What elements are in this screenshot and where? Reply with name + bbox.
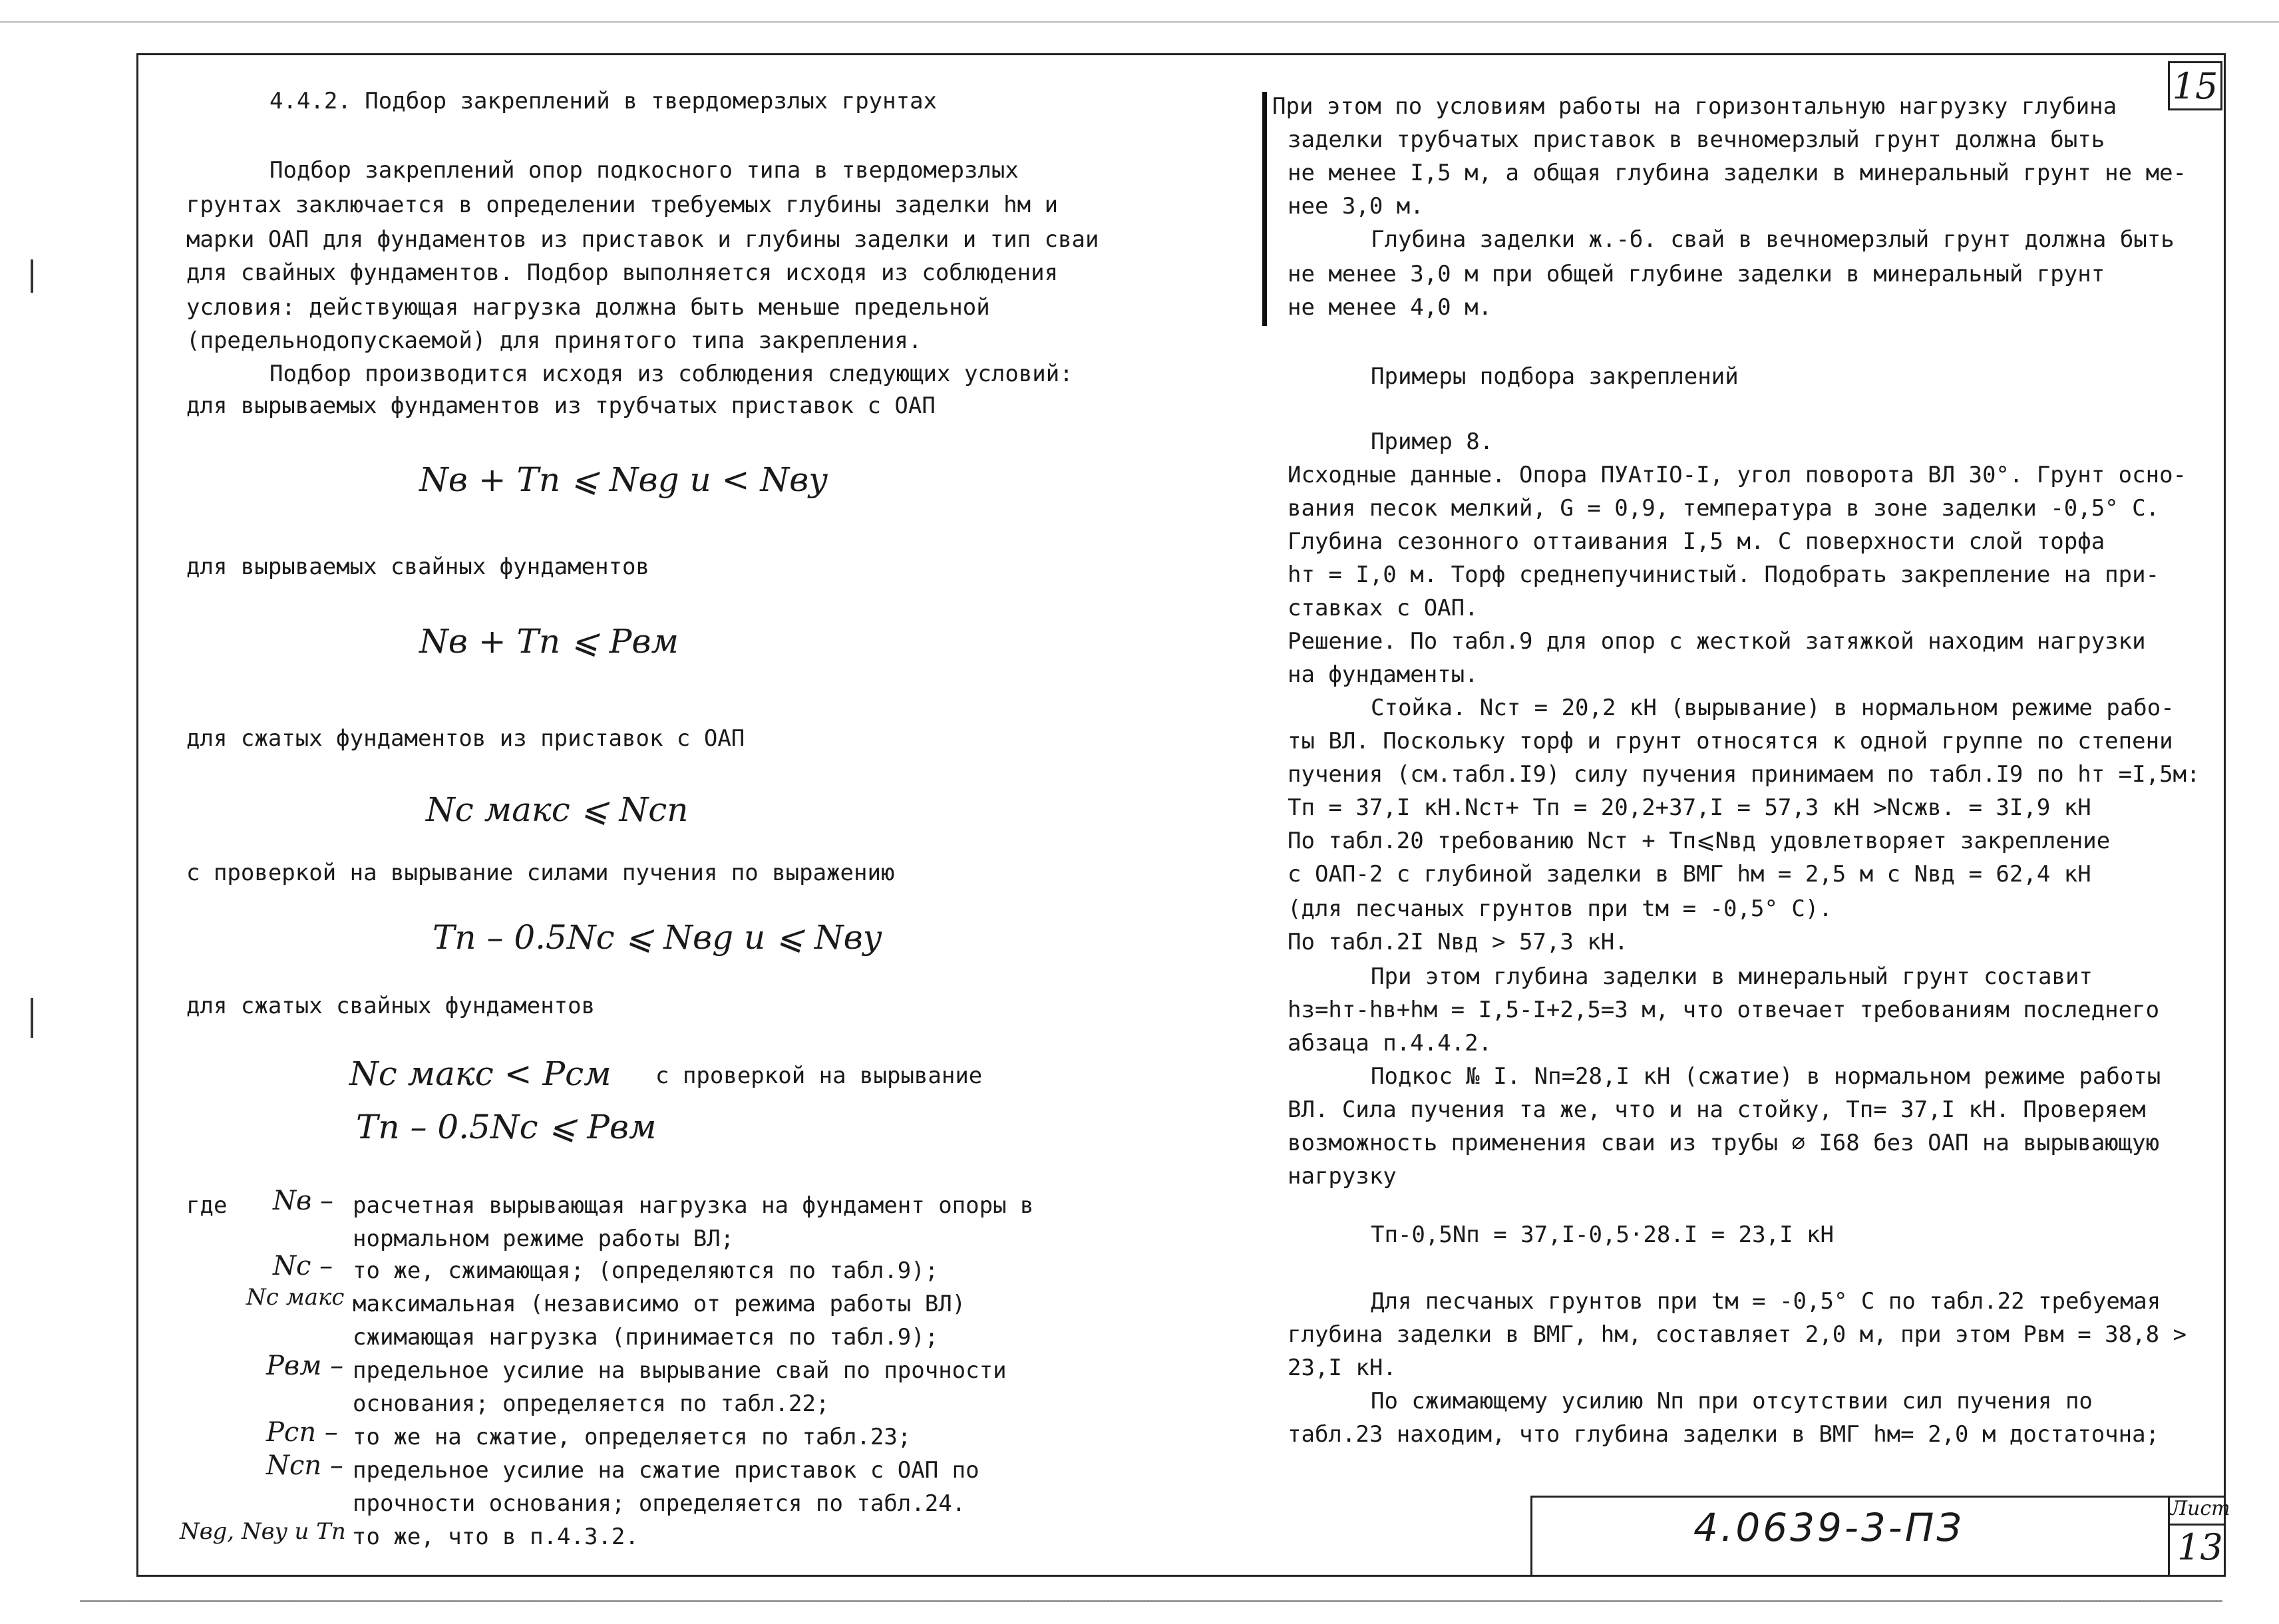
right-line: ВЛ. Сила пучения та же, что и на стойку, Тп= 37,I кН. Проверяем [1288,1096,2146,1123]
right-line: Решение. По табл.9 для опор с жесткой затяжкой находим нагрузки [1288,628,2146,655]
right-line: заделки трубчатых приставок в вечномерзлый грунт должна быть [1288,126,2105,153]
sheet-number: 13 [2177,1526,2223,1568]
definition-text: нормальном режиме работы ВЛ; [353,1225,735,1252]
right-line: hт = I,0 м. Торф среднепучинистый. Подобрать закрепление на при- [1288,562,2160,588]
definition-text: основания; определяется по табл.22; [353,1390,830,1417]
sheet-divider [2168,1524,2226,1526]
right-line: нагрузку [1288,1163,1397,1190]
definition-symbol: Nс макс [246,1284,345,1311]
definition-symbol: Nс – [273,1251,333,1281]
right-line: нее 3,0 м. [1288,193,1424,220]
top-rule [0,21,2279,23]
definition-symbol: Pсп – [266,1417,338,1448]
binding-mark [31,998,33,1038]
paragraph-line: для вырываемых фундаментов из трубчатых приставок с ОАП [186,393,936,419]
right-line: табл.23 находим, что глубина заделки в ВМГ hм= 2,0 м достаточна; [1288,1421,2160,1448]
definition-text: то же, что в п.4.3.2. [353,1524,639,1550]
right-line: не менее 4,0 м. [1288,294,1492,321]
right-line: По табл.2I Nвд > 57,3 кН. [1288,929,1628,955]
right-line: По сжимающему усилию Nп при отсутствии сил пучения по [1371,1388,2093,1414]
paragraph-line: грунтах заключается в определении требуемых глубины заделки hм и [186,192,1059,218]
right-line: Глубина сезонного оттаивания I,5 м. С поверхности слой торфа [1288,528,2105,555]
formula-note: с проверкой на вырывание [655,1062,983,1089]
definition-text: предельное усилие на сжатие приставок с ОАП по [353,1457,979,1484]
binding-mark [31,259,33,293]
revision-bar [1262,92,1267,326]
formula: Nс макс < Pсм [349,1055,612,1093]
example-title: Пример 8. [1371,428,1494,455]
right-line: Для песчаных грунтов при tм = -0,5° С по табл.22 требуемая [1371,1288,2161,1315]
paragraph-line: марки ОАП для фундаментов из приставок и глубины заделки и тип сваи [186,226,1099,253]
right-line: 23,I кН. [1288,1355,1397,1381]
right-line: возможность применения сваи из трубы ∅ I68 без ОАП на вырывающую [1288,1130,2160,1156]
formula: Тп – 0.5Nс ⩽ Pвм [356,1108,657,1146]
paragraph-line: для сжатых фундаментов из приставок с ОАП [186,725,745,752]
right-line: Исходные данные. Опора ПУАтIO-I, угол поворота ВЛ 30°. Грунт осно- [1288,462,2187,488]
formula: Nв + Тп ⩽ Nвg и < Nвy [419,460,828,499]
right-line: Стойка. Nст = 20,2 кН (вырывание) в нормальном режиме рабо- [1371,695,2175,721]
right-line: hз=hт-hв+hм = I,5-I+2,5=3 м, что отвечает требованиям последнего [1288,997,2160,1023]
definition-text: расчетная вырывающая нагрузка на фундамент опоры в [353,1192,1034,1219]
definition-symbol: Pвм – [266,1351,344,1381]
right-line: Тп = 37,I кН.Nст+ Тп = 20,2+37,I = 57,3 кН >Nсжв. = 3I,9 кН [1288,794,2091,821]
formula-line: Тп-0,5Nп = 37,I-0,5·28.I = 23,I кН [1371,1221,1834,1248]
definition-text: то же, сжимающая; (определяются по табл.9); [353,1257,939,1284]
right-line: Подкос № I. Nп=28,I кН (сжатие) в нормальном режиме работы [1371,1063,2161,1090]
subheading: Примеры подбора закреплений [1371,363,1739,390]
where-label: где [186,1192,228,1219]
right-line: При этом глубина заделки в минеральный грунт составит [1371,963,2093,990]
definition-symbol: Nв – [273,1186,333,1216]
sheet-label: Лист [2171,1497,2230,1520]
right-line: (для песчаных грунтов при tм = -0,5° С). [1288,895,1833,922]
formula: Nв + Тп ⩽ Pвм [419,622,679,661]
right-line: вания песок мелкий, G = 0,9, температура в зоне заделки -0,5° С. [1288,495,2160,522]
right-line: не менее 3,0 м при общей глубине заделки в минеральный грунт [1288,261,2105,287]
definition-text: прочности основания; определяется по табл.24. [353,1490,966,1517]
right-line: ставках с ОАП. [1288,595,1479,621]
definition-symbol: Nвg, Nвy и Тп – [180,1518,365,1545]
right-line: глубина заделки в ВМГ, hм, составляет 2,0 м, при этом Pвм = 38,8 > [1288,1321,2187,1348]
paragraph-line: с проверкой на вырывание силами пучения по выражению [186,860,895,886]
paragraph-line: (предельнодопускаемой) для принятого типа закрепления. [186,327,922,354]
right-line: абзаца п.4.4.2. [1288,1030,1492,1056]
paragraph-line: Подбор закреплений опор подкосного типа в твердомерзлых [269,157,1019,184]
right-line: Глубина заделки ж.-б. свай в вечномерзлый грунт должна быть [1371,226,2175,253]
paragraph-line: Подбор производится исходя из соблюдения следующих условий: [269,361,1073,387]
page-number: 15 [2168,61,2222,110]
bottom-rule [80,1600,2222,1602]
right-line: При этом по условиям работы на горизонтальную нагрузку глубина [1272,93,2117,120]
right-line: По табл.20 требованию Nст + Тп⩽Nвд удовлетворяет закрепление [1288,828,2111,854]
section-heading: 4.4.2. Подбор закреплений в твердомерзлых грунтах [269,88,938,114]
paragraph-line: условия: действующая нагрузка должна быть меньше предельной [186,294,990,321]
definition-symbol: Nсп – [266,1450,343,1481]
document-code: 4.0639-3-ПЗ [1693,1505,1964,1550]
right-line: ты ВЛ. Поскольку торф и грунт относятся к одной группе по степени [1288,728,2173,754]
right-line: не менее I,5 м, а общая глубина заделки в минеральный грунт не ме- [1288,160,2187,186]
definition-text: предельное усилие на вырывание свай по прочности [353,1357,1007,1384]
right-line: пучения (см.табл.I9) силу пучения принимаем по табл.I9 по hт =I,5м: [1288,761,2200,788]
right-line: на фундаменты. [1288,661,1479,688]
definition-text: сжимающая нагрузка (принимается по табл.9); [353,1324,939,1351]
right-line: с ОАП-2 с глубиной заделки в ВМГ hм = 2,5 м с Nвд = 62,4 кН [1288,861,2091,888]
definition-text: то же на сжатие, определяется по табл.23; [353,1424,912,1450]
paragraph-line: для свайных фундаментов. Подбор выполняется исходя из соблюдения [186,259,1059,286]
paragraph-line: для вырываемых свайных фундаментов [186,554,649,580]
paragraph-line: для сжатых свайных фундаментов [186,993,596,1019]
formula: Nс макс ⩽ Nсп [426,790,689,829]
formula: Тп – 0.5Nс ⩽ Nвg и ⩽ Nвy [433,918,882,957]
definition-text: максимальная (независимо от режима работы ВЛ) [353,1291,966,1317]
